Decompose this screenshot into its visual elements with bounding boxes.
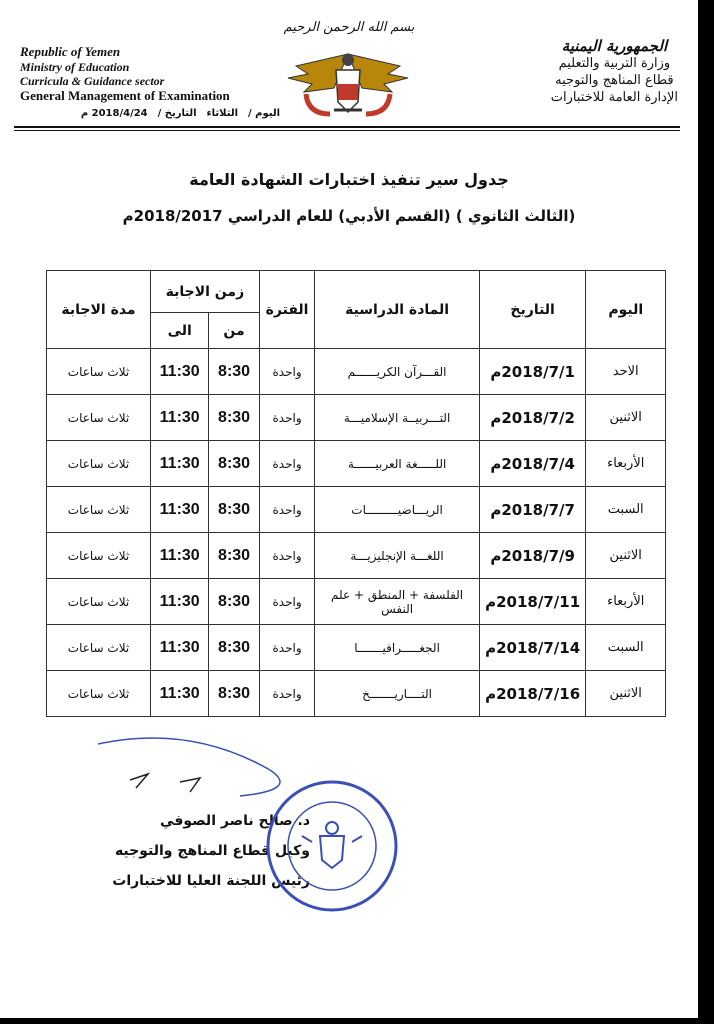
- header-period: الفترة: [259, 271, 315, 349]
- cell-to: 11:30: [150, 533, 208, 579]
- cell-day: الاثنين: [586, 395, 666, 441]
- cell-day: السبت: [586, 625, 666, 671]
- exam-schedule-table: [46, 270, 666, 717]
- cell-day: الأربعاء: [586, 441, 666, 487]
- table-row: [47, 349, 666, 395]
- letterhead-en-line: Republic of Yemen: [20, 44, 121, 59]
- cell-period: واحدة: [259, 349, 315, 395]
- header-to: الى: [150, 313, 208, 349]
- header-from: من: [209, 313, 259, 349]
- cell-to: 11:30: [150, 671, 208, 717]
- signatory-title: وكيل قطاع المناهج والتوجيه: [114, 843, 310, 859]
- cell-duration: ثلاث ساعات: [47, 487, 151, 533]
- official-stamp-icon: [262, 776, 402, 916]
- scan-edge: [0, 1018, 714, 1024]
- cell-duration: ثلاث ساعات: [47, 671, 151, 717]
- cell-period: واحدة: [259, 533, 315, 579]
- cell-period: واحدة: [259, 625, 315, 671]
- table-row: [47, 395, 666, 441]
- cell-from: 8:30: [209, 487, 259, 533]
- cell-from: 8:30: [209, 533, 259, 579]
- cell-subject: التــــاريـــــــخ: [315, 671, 479, 717]
- cell-subject: التـــربيــة الإسلاميـــة: [315, 395, 479, 441]
- yemen-emblem-icon: [278, 44, 418, 120]
- cell-duration: ثلاث ساعات: [47, 441, 151, 487]
- cell-duration: ثلاث ساعات: [47, 625, 151, 671]
- cell-day: الاثنين: [586, 533, 666, 579]
- table-row: [47, 441, 666, 487]
- header-divider: [14, 130, 680, 131]
- letterhead-ar-line: وزارة التربية والتعليم: [558, 56, 671, 71]
- cell-period: واحدة: [259, 579, 315, 625]
- cell-duration: ثلاث ساعات: [47, 349, 151, 395]
- letter-date-line: [30, 108, 280, 119]
- cell-date: 2018/7/1م: [479, 349, 586, 395]
- cell-date: 2018/7/4م: [479, 441, 586, 487]
- cell-period: واحدة: [259, 395, 315, 441]
- cell-subject: الريـــاضيـــــــــات: [315, 487, 479, 533]
- cell-from: 8:30: [209, 671, 259, 717]
- cell-to: 11:30: [150, 579, 208, 625]
- basmala: بسم الله الرحمن الرحيم: [283, 20, 415, 35]
- table-row: [47, 625, 666, 671]
- cell-to: 11:30: [150, 349, 208, 395]
- table-row: [47, 487, 666, 533]
- header-answer-time: زمن الاجابة: [150, 271, 259, 313]
- document-title: جدول سير تنفيذ اختبارات الشهادة العامة: [189, 170, 509, 189]
- document-subtitle: (الثالث الثانوي ) (القسم الأدبي) للعام الدراسي 2018/2017م: [122, 207, 576, 225]
- header-divider: [14, 126, 680, 128]
- header-duration: مدة الاجابة: [47, 271, 151, 349]
- letterhead-ar-line: الإدارة العامة للاختبارات: [550, 90, 678, 105]
- cell-subject: الجغـــــرافيـــــــا: [315, 625, 479, 671]
- table-row: [47, 671, 666, 717]
- header-day: اليوم: [586, 271, 666, 349]
- header-subject: المادة الدراسية: [315, 271, 479, 349]
- date-value: 2018/4/24 م: [80, 108, 148, 119]
- cell-to: 11:30: [150, 441, 208, 487]
- arabic-letterhead: [551, 38, 678, 106]
- cell-date: 2018/7/2م: [479, 395, 586, 441]
- scan-edge: [698, 0, 714, 1024]
- cell-period: واحدة: [259, 487, 315, 533]
- cell-period: واحدة: [259, 441, 315, 487]
- table-row: [47, 579, 666, 625]
- signatory-name: د. صالح ناصر الصوفي: [160, 813, 310, 829]
- cell-period: واحدة: [259, 671, 315, 717]
- cell-date: 2018/7/11م: [479, 579, 586, 625]
- cell-to: 11:30: [150, 625, 208, 671]
- cell-to: 11:30: [150, 487, 208, 533]
- cell-from: 8:30: [209, 349, 259, 395]
- letterhead-en-line: General Management of Examination: [20, 88, 230, 103]
- cell-duration: ثلاث ساعات: [47, 533, 151, 579]
- cell-day: الأربعاء: [586, 579, 666, 625]
- cell-subject: اللغـــة الإنجليزيـــة: [315, 533, 479, 579]
- cell-day: الاثنين: [586, 671, 666, 717]
- cell-day: الاحد: [586, 349, 666, 395]
- cell-date: 2018/7/7م: [479, 487, 586, 533]
- letterhead-en-line: Ministry of Education: [20, 60, 130, 74]
- day-label: اليوم /: [248, 108, 280, 119]
- cell-duration: ثلاث ساعات: [47, 395, 151, 441]
- english-letterhead: [20, 44, 230, 104]
- cell-subject: الفلسفة + المنطق + علم النفس: [315, 579, 479, 625]
- cell-date: 2018/7/16م: [479, 671, 586, 717]
- letterhead-en-line: Curricula & Guidance sector: [20, 74, 165, 88]
- header-date: التاريخ: [479, 271, 586, 349]
- cell-from: 8:30: [209, 395, 259, 441]
- cell-from: 8:30: [209, 579, 259, 625]
- cell-date: 2018/7/14م: [479, 625, 586, 671]
- cell-subject: القـــرآن الكريــــــم: [315, 349, 479, 395]
- cell-from: 8:30: [209, 441, 259, 487]
- cell-to: 11:30: [150, 395, 208, 441]
- letterhead-ar-line: قطاع المناهج والتوجيه: [555, 73, 674, 88]
- signatory-title: رئيس اللجنة العليا للاختبارات: [112, 873, 310, 889]
- letterhead-ar-line: الجمهورية اليمنية: [561, 37, 668, 55]
- cell-subject: اللـــــغة العربيــــــة: [315, 441, 479, 487]
- table-row: [47, 533, 666, 579]
- date-label: التاريخ /: [157, 108, 197, 119]
- cell-day: السبت: [586, 487, 666, 533]
- cell-date: 2018/7/9م: [479, 533, 586, 579]
- cell-duration: ثلاث ساعات: [47, 579, 151, 625]
- day-value: الثلاثاء: [206, 108, 238, 119]
- cell-from: 8:30: [209, 625, 259, 671]
